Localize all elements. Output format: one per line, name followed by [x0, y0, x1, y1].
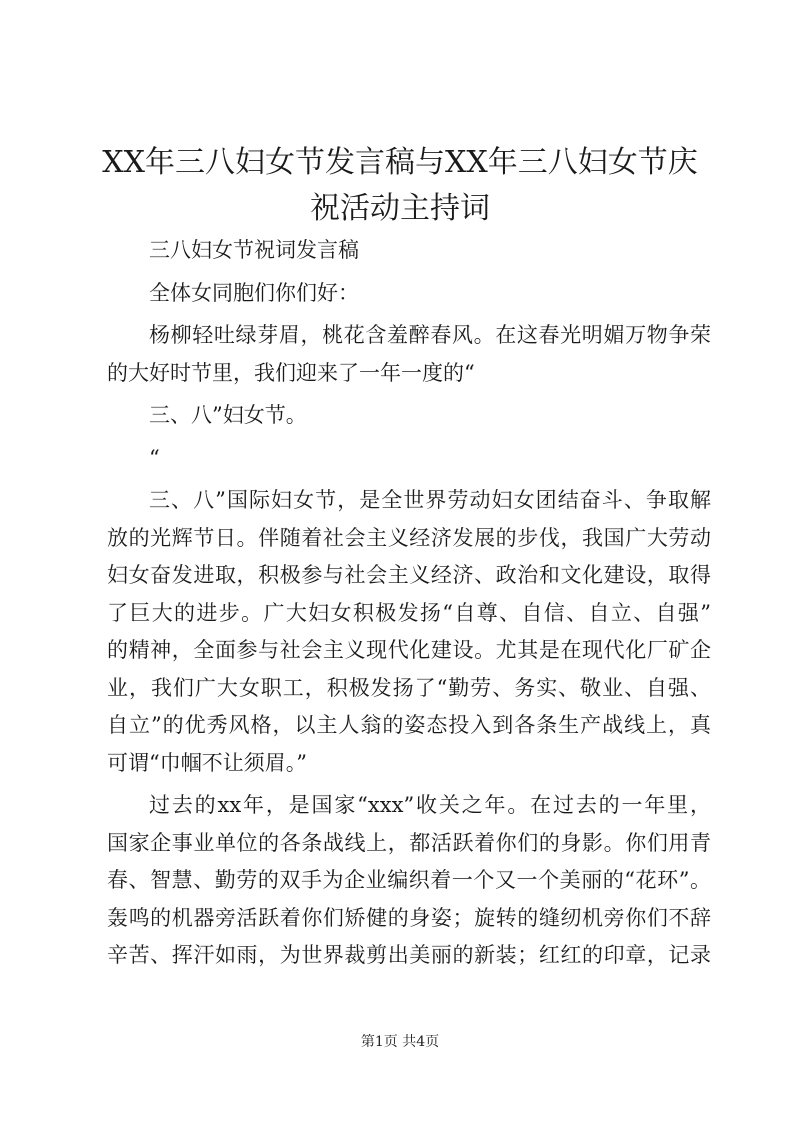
paragraph-line: 可谓“巾帼不让须眉。” — [107, 750, 307, 775]
document-title — [90, 140, 710, 232]
paragraph-line: 三、八”妇女节。 — [149, 403, 307, 427]
paragraph-line: “ — [149, 445, 160, 470]
paragraph-line: 春、智慧、勤劳的双手为企业编织着一个又一个美丽的“花环”。 — [107, 868, 711, 892]
paragraph-line: 放的光辉节日。伴随着社会主义经济发展的步伐，我国广大劳动 — [107, 525, 711, 550]
paragraph-line: 妇女奋发进取，积极参与社会主义经济、政治和文化建设，取得 — [107, 563, 711, 587]
paragraph-line: 自立”的优秀风格，以主人翁的姿态投入到各条生产战线上，真 — [107, 713, 711, 737]
paragraph-line: 杨柳轻吐绿芽眉，桃花含羞醉春风。在这春光明媚万物争荣 — [149, 323, 711, 347]
paragraph-line: 轰鸣的机器旁活跃着你们矫健的身姿；旋转的缝纫机旁你们不辞 — [107, 905, 711, 930]
document-body — [107, 232, 711, 975]
paragraph-line: 三、八”国际妇女节，是全世界劳动妇女团结奋斗、争取解 — [149, 488, 711, 512]
title-line-1: XX年三八妇女节发言稿与XX年三八妇女节庆 — [102, 145, 698, 180]
paragraph-line: 业，我们广大女职工，积极发扬了“勤劳、务实、敬业、自强、 — [107, 675, 711, 700]
paragraph-line: 的大好时节里，我们迎来了一年一度的“ — [107, 360, 475, 385]
title-line-2: 祝活动主持词 — [310, 191, 490, 226]
paragraph-line: 辛苦、挥汗如雨，为世界裁剪出美丽的新装；红红的印章，记录 — [107, 943, 711, 967]
paragraph-line: 过去的xx年，是国家“xxx”收关之年。在过去的一年里， — [149, 793, 711, 817]
paragraph-line: 的精神，全面参与社会主义现代化建设。尤其是在现代化厂矿企 — [107, 638, 711, 662]
page-number-footer: 第1页 共4页 — [360, 1034, 440, 1050]
paragraph-line: 全体女同胞们你们好： — [149, 280, 359, 305]
paragraph-line: 了巨大的进步。广大妇女积极发扬“自尊、自信、自立、自强” — [107, 600, 711, 625]
paragraph-line: 三八妇女节祝词发言稿 — [149, 238, 359, 262]
paragraph-line: 国家企事业单位的各条战线上，都活跃着你们的身影。你们用青 — [107, 830, 711, 855]
